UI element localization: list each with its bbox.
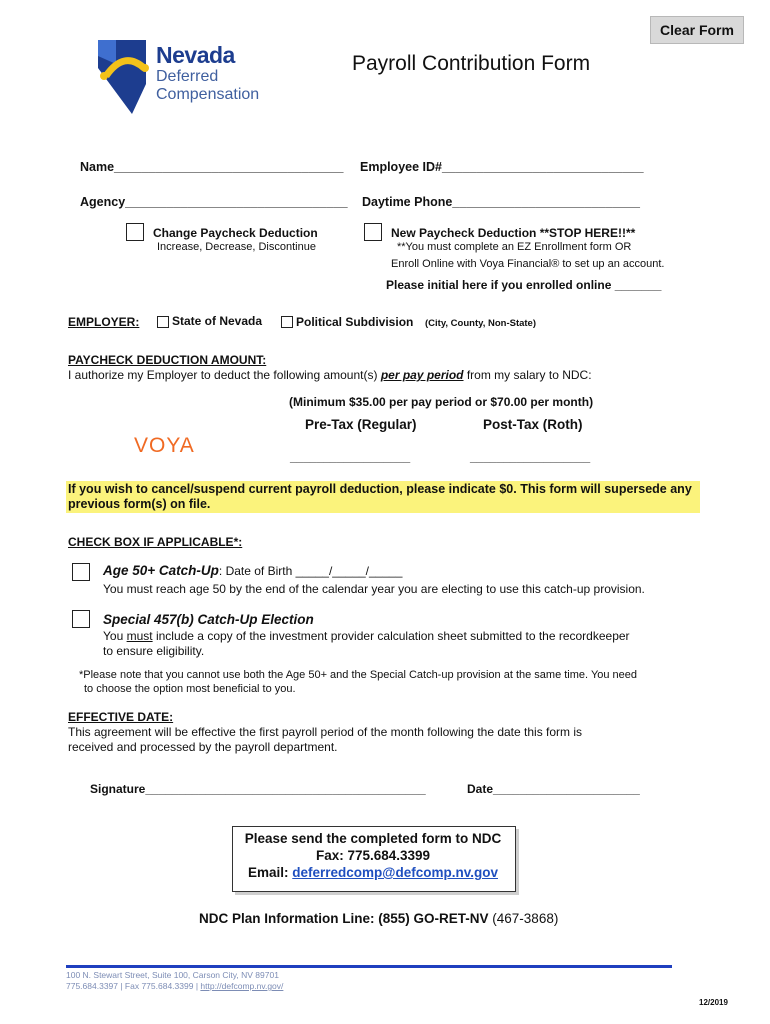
state-of-nevada-checkbox[interactable] [157,316,169,328]
new-deduction-sub-2: Enroll Online with Voya Financial® to set up an account. [391,258,665,270]
send-fax: Fax: 775.684.3399 [315,848,431,863]
effective-date-text-1: This agreement will be effective the first payroll period of the month following the date this form is [68,725,583,739]
authorize-text-before: I authorize my Employer to deduct the following amount(s) [68,368,381,382]
new-deduction-checkbox[interactable] [364,223,382,241]
voya-logo: VOYA [134,434,195,457]
footer-divider [66,965,672,968]
signature-field[interactable]: Signature__________________________________________ [90,782,426,796]
special-457b-text-1 [103,629,630,643]
enrolled-online-initial[interactable]: Please initial here if you enrolled online _______ [386,278,662,292]
catchup-note-1: *Please note that you cannot use both the Age 50+ and the Special Catch-up provision at the same time. You need [79,669,638,681]
must-before: You [103,629,127,643]
footer-address: 100 N. Stewart Street, Suite 100, Carson City, NV 89701 [66,970,279,980]
form-title: Payroll Contribution Form [352,52,591,75]
logo-subtitle-1: Deferred [156,68,219,85]
warning-text-2: previous form(s) on file. [68,497,211,511]
catchup-note-2: to choose the option most beneficial to you. [84,683,296,695]
send-line-1: Please send the completed form to NDC [244,831,502,846]
new-deduction-sub-1: **You must complete an EZ Enrollment form OR [397,241,632,253]
pretax-label: Pre-Tax (Regular) [305,417,417,432]
effective-date-heading: EFFECTIVE DATE: [68,710,174,724]
agency-field[interactable]: Agency________________________________ [80,195,348,209]
age-50-catchup-checkbox[interactable] [72,563,90,581]
age-50-catchup-title: Age 50+ Catch-Up [103,563,219,578]
pretax-amount-input[interactable]: __________________ [290,450,411,464]
special-457b-title: Special 457(b) Catch-Up Election [103,612,314,627]
employer-label: EMPLOYER: [68,315,140,329]
minimum-note: (Minimum $35.00 per pay period or $70.00 per month) [289,395,594,409]
political-subdivision-label: Political Subdivision [296,315,414,329]
name-field[interactable]: Name_________________________________ [80,160,344,174]
authorize-text-emphasis: per pay period [380,368,464,382]
change-deduction-sub: Increase, Decrease, Discontinue [157,241,316,253]
age-50-catchup-title-line [103,563,402,578]
deduction-authorize-text [68,368,592,382]
authorize-text-after: from my salary to NDC: [463,368,592,382]
effective-date-text-2: received and processed by the payroll department. [68,740,338,754]
warning-text-1: If you wish to cancel/suspend current payroll deduction, please indicate $0. This form will supersede any [68,482,692,496]
plan-info-bold: NDC Plan Information Line: (855) GO-RET-NV [199,911,489,926]
change-deduction-checkbox[interactable] [126,223,144,241]
footer-contact [66,981,283,991]
daytime-phone-field[interactable]: Daytime Phone___________________________ [362,195,641,209]
logo-title: Nevada [156,42,235,68]
special-457b-text-2: to ensure eligibility. [103,644,205,658]
change-deduction-label: Change Paycheck Deduction [153,226,318,240]
date-field[interactable]: Date______________________ [467,782,640,796]
posttax-label: Post-Tax (Roth) [483,417,583,432]
plan-info-line [199,911,558,926]
footer-phone: 775.684.3397 | Fax 775.684.3399 | [66,981,201,991]
catchup-heading: CHECK BOX IF APPLICABLE*: [68,535,243,549]
posttax-amount-input[interactable]: __________________ [470,450,591,464]
political-subdivision-note: (City, County, Non-State) [425,318,536,329]
political-subdivision-checkbox[interactable] [281,316,293,328]
new-deduction-label: New Paycheck Deduction **STOP HERE!!** [391,226,636,240]
date-of-birth-field[interactable]: : Date of Birth _____/_____/_____ [218,564,403,578]
must-after: include a copy of the investment provider calculation sheet submitted to the recordkeeper [152,629,630,643]
state-of-nevada-label: State of Nevada [172,314,263,328]
form-version: 12/2019 [699,998,728,1007]
send-email-line [232,865,514,880]
age-50-catchup-text: You must reach age 50 by the end of the calendar year you are electing to use this catch-up provision. [103,582,645,596]
employee-id-field[interactable]: Employee ID#_____________________________ [360,160,644,174]
email-label: Email: [248,865,293,880]
plan-info-rest: (467-3868) [488,911,559,926]
deduction-heading: PAYCHECK DEDUCTION AMOUNT: [68,353,267,367]
must-underlined: must [126,629,153,643]
special-457b-checkbox[interactable] [72,610,90,628]
footer-website-link[interactable]: http://defcomp.nv.gov/ [200,981,284,991]
logo-subtitle-2: Compensation [156,86,260,103]
clear-form-button[interactable]: Clear Form [650,16,744,44]
email-link[interactable]: deferredcomp@defcomp.nv.gov [292,865,498,880]
